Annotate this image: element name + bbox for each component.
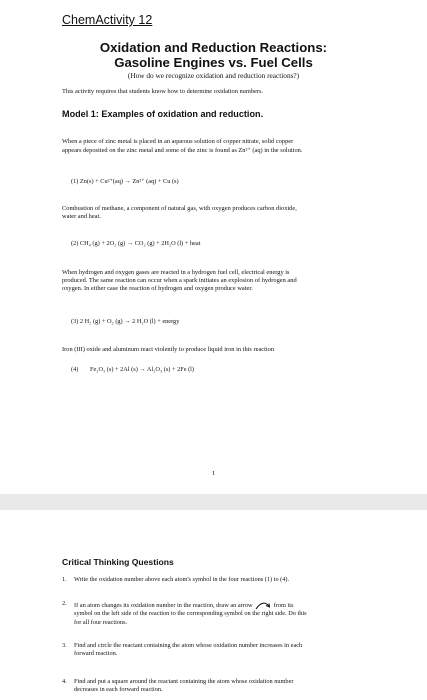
question-3-line2: forward reaction. (74, 650, 118, 658)
question-2-line2: symbol on the left side of the reaction to the corresponding symbol on the right side. Do this (74, 610, 307, 618)
curved-arrow-icon (254, 600, 272, 610)
reaction-3: (3) 2 H₂ (g) + O₂ (g) → 2 H₂O (l) + energy (71, 318, 180, 325)
critical-thinking-heading: Critical Thinking Questions (62, 557, 174, 567)
question-1-text: Write the oxidation number above each atom's symbol in the four reactions (1) to (4). (74, 576, 290, 583)
paragraph-methane-line1: Combustion of methane, a component of natural gas, with oxygen produces carbon dioxide, (62, 205, 297, 212)
worksheet-page-2 (0, 510, 427, 700)
question-3-number: 3. (62, 642, 67, 649)
reaction-1: (1) Zn(s) + Cu²⁺(aq) → Zn²⁺ (aq) + Cu (s) (71, 178, 179, 185)
paragraph-iron-oxide: Iron (III) oxide and aluminum react violently to produce liquid iron in this reaction (62, 346, 275, 353)
paragraph-zinc-line2: appears deposited on the zinc metal and some of the zinc is found as Zn²⁺ (aq) in the solution. (62, 147, 303, 154)
guiding-question: (How do we recognize oxidation and reduction reactions?) (127, 71, 300, 80)
reaction-4-number: (4) (71, 366, 79, 373)
question-4-line2: decreases in each forward reaction. (74, 686, 163, 694)
paragraph-methane-line2: water and heat. (62, 213, 101, 220)
paragraph-zinc-line1: When a piece of zinc metal is placed in an aqueous solution of copper nitrate, solid copper (62, 138, 294, 145)
question-1 (62, 576, 290, 584)
model-heading: Model 1: Examples of oxidation and reduction. (62, 109, 264, 119)
question-1-number: 1. (62, 576, 67, 583)
activity-header: ChemActivity 12 (62, 13, 153, 27)
question-4 (62, 678, 294, 695)
question-2-text-b: from its (273, 602, 294, 609)
question-4-line1: Find and put a square around the reactant containing the atom whose oxidation number (74, 678, 294, 685)
page-title-line2: Gasoline Engines vs. Fuel Cells (114, 55, 313, 70)
reaction-2: (2) CH₄ (g) + 2O₂ (g) → CO₂ (g) + 2H₂O (l) + heat (71, 240, 201, 247)
page-number: 1 (212, 470, 216, 477)
page-title-line1: Oxidation and Reduction Reactions: (99, 40, 328, 55)
question-4-number: 4. (62, 678, 67, 685)
question-3 (62, 642, 303, 659)
question-2-number: 2. (62, 600, 67, 607)
intro-text: This activity requires that students know how to determine oxidation numbers. (62, 88, 264, 95)
paragraph-hydrogen-line3: oxygen. In either case the reaction of hydrogen and oxygen produce water. (62, 285, 253, 292)
paragraph-hydrogen-line2: produced. The same reaction can occur when a spark initiates an explosion of hydrogen and (62, 277, 297, 284)
question-2 (62, 600, 394, 627)
question-3-line1: Find and circle the reactant containing the atom whose oxidation number increases in each (74, 642, 303, 649)
question-2-text-a: If an atom changes its oxidation number in the reaction, draw an arrow (74, 602, 253, 609)
question-2-line3: for all four reactions. (74, 618, 128, 626)
paragraph-hydrogen-line1: When hydrogen and oxygen gases are reacted in a hydrogen fuel cell, electrical energy is (62, 269, 290, 276)
reaction-4: Fe₂O₃ (s) + 2Al (s) → Al₂O₃ (s) + 2Fe (l) (90, 366, 195, 373)
